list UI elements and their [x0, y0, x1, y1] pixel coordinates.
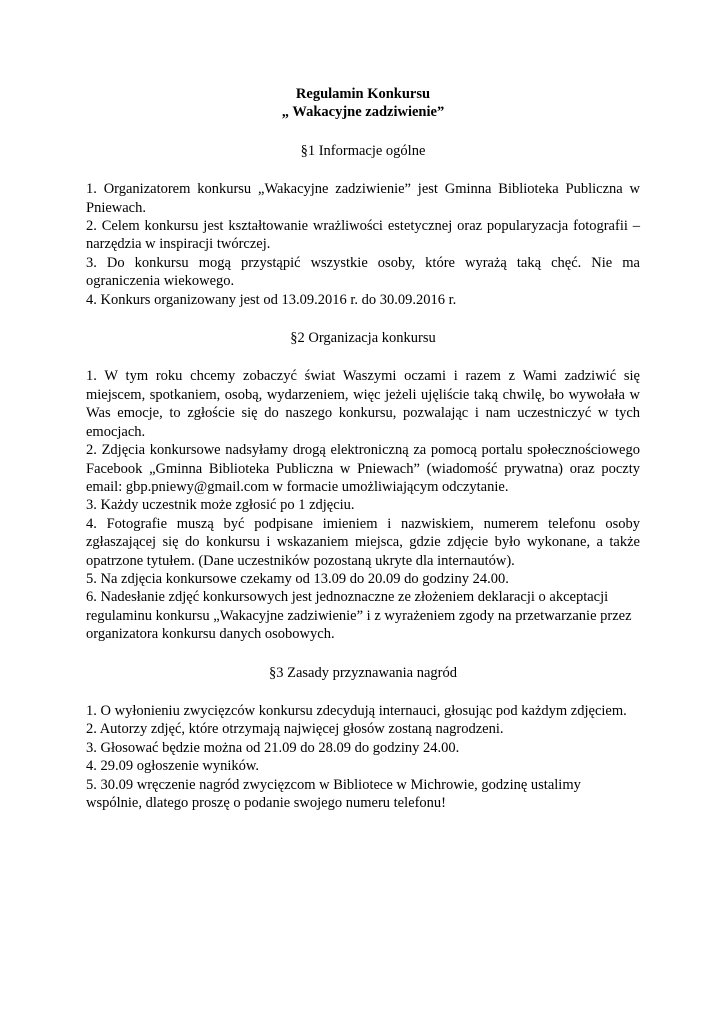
document-title: Regulamin Konkursu [295, 86, 431, 102]
section-3-item-5: 5. 30.09 wręczenie nagród zwycięzcom w Bibliotece w Michrowie, godzinę ustalimy wspólnie, dlatego proszę o podanie swojego numeru telefonu! [86, 776, 581, 811]
section-2-item-3: 3. Każdy uczestnik może zgłosić po 1 zdjęciu. [86, 497, 355, 514]
document-body [86, 85, 640, 812]
section-heading-2: §2 Organizacja konkursu [290, 330, 436, 347]
section-1-item-2: 2. Celem konkursu jest kształtowanie wrażliwości estetycznej oraz popularyzacja fotografii – narzędzia w inspiracji twórczej. [86, 218, 640, 253]
section-2-item-6: 6. Nadesłanie zdjęć konkursowych jest jednoznaczne ze złożeniem deklaracji o akceptacji regulaminu konkursu „Wakacyjne zadziwienie” i z wyrażeniem zgody na przetwarzanie przez organizatora konkursu danych osobowych. [86, 589, 632, 643]
document-subtitle: „ Wakacyjne zadziwienie” [281, 104, 445, 121]
section-2-item-4: 4. Fotografie muszą być podpisane imieniem i nazwiskiem, numerem telefonu osoby zgłaszającej się do konkursu i wskazaniem miejsca, gdzie zdjęcie było wykonane, a także opatrzone tytułem. (Dane uczestników pozostaną ukryte dla internautów). [86, 515, 640, 569]
section-heading-3: §3 Zasady przyznawania nagród [268, 664, 458, 681]
section-3-item-4: 4. 29.09 ogłoszenie wyników. [86, 758, 260, 775]
section-3-item-3: 3. Głosować będzie można od 21.09 do 28.09 do godziny 24.00. [86, 739, 460, 756]
section-1-item-3: 3. Do konkursu mogą przystąpić wszystkie osoby, które wyrażą taką chęć. Nie ma ograniczenia wiekowego. [86, 254, 640, 290]
section-1-item-4: 4. Konkurs organizowany jest od 13.09.2016 r. do 30.09.2016 r. [86, 291, 457, 308]
section-2-item-5: 5. Na zdjęcia konkursowe czekamy od 13.09 do 20.09 do godziny 24.00. [86, 570, 509, 587]
section-2-item-1: 1. W tym roku chcemy zobaczyć świat Waszymi oczami i razem z Wami zadziwić się miejscem, spotkaniem, osobą, wydarzeniem, więc jeżeli ujęliście taką chwilę, bo wywołała w Was emocje, to zgłoście się do naszego konkursu, pozwalając i nam uczestniczyć w tych emocjach. [86, 368, 640, 440]
section-heading-1: §1 Informacje ogólne [300, 142, 426, 159]
section-3-item-2: 2. Autorzy zdjęć, które otrzymają najwięcej głosów zostaną nagrodzeni. [86, 721, 504, 738]
section-2-item-2: 2. Zdjęcia konkursowe nadsyłamy drogą elektroniczną za pomocą portalu społecznościowego Facebook „Gminna Biblioteka Publiczna w Pniewach” (wiadomość prywatna) oraz poczty email: gbp.pniewy@gmail.com w formacie umożliwiającym odczytanie. [86, 442, 640, 495]
section-1-item-1: 1. Organizatorem konkursu „Wakacyjne zadziwienie” jest Gminna Biblioteka Publiczna w Pniewach. [86, 181, 640, 216]
section-3-item-1: 1. O wyłonieniu zwycięzców konkursu zdecydują internauci, głosując pod każdym zdjęciem. [86, 702, 627, 719]
